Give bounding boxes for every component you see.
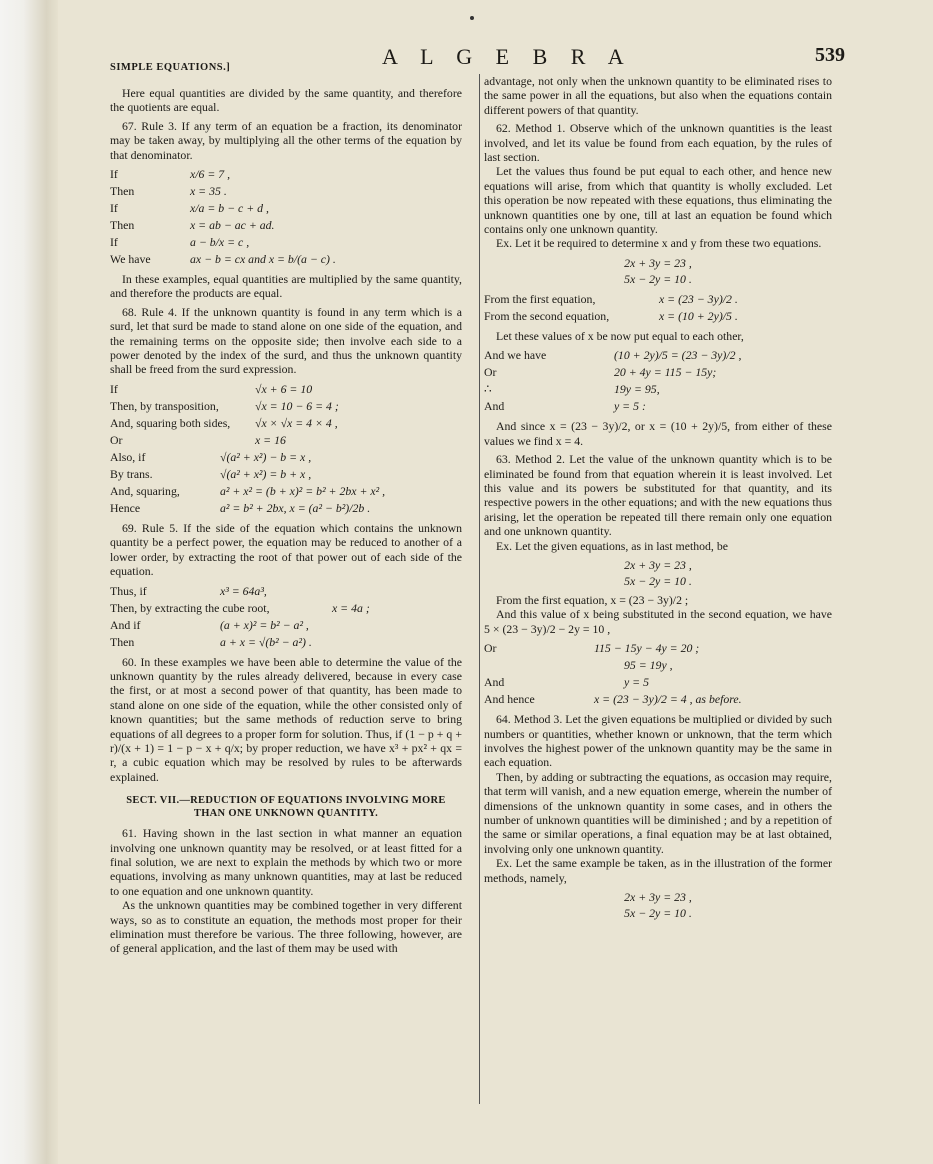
equation-row: [110, 200, 462, 217]
section-heading: SECT. VII.—REDUCTION OF EQUATIONS INVOLVING MORE THAN ONE UNKNOWN QUANTITY.: [126, 795, 446, 820]
paragraph: And since x = (23 − 3y)/2, or x = (10 + 2y)/5, from either of these values we find x = 4.: [484, 419, 832, 448]
equation: 95 = 19y ,: [624, 658, 673, 673]
paragraph-method-2: 63. Method 2. Let the value of the unknown quantity which is to be eliminated be found from that equation wherein it is least involved. Let this value and its powers be substituted for that quantity, and its respective powers in the other equations; and with the new equations thus arising, let the operation be repeated till there remain only one equation and one unknown quantity.: [484, 452, 832, 539]
equation-row: [484, 381, 832, 398]
equation-row: [484, 347, 832, 364]
row-label: If: [110, 167, 118, 182]
equation: 5x − 2y = 10 .: [624, 573, 692, 588]
row-label: From the second equation,: [484, 308, 610, 323]
row-label: ∴: [484, 382, 492, 397]
equation: a² = b² + 2bx, x = (a² − b²)/2b .: [220, 500, 371, 515]
equation-row: [110, 166, 462, 183]
equation-row: [110, 617, 462, 634]
equation-pair: [484, 255, 832, 287]
equation-row: [110, 432, 462, 449]
equation: 2x + 3y = 23 ,: [624, 255, 692, 270]
equation-row: [110, 234, 462, 251]
equation: x = 4a ;: [332, 600, 370, 615]
column-divider: [479, 74, 480, 1104]
equation-row: [484, 291, 832, 308]
paragraph: advantage, not only when the unknown quantity to be eliminated rises to the same power in all the equations, but also when the equations contain different powers of that quantity.: [484, 74, 832, 117]
paragraph-method-1: 62. Method 1. Observe which of the unknown quantities is the least involved, and let its value be found from each equation, by the rules of last section.: [484, 121, 832, 165]
equation-row: [484, 398, 832, 415]
book-title: A L G E B R A: [382, 44, 633, 69]
equation: √(a² + x²) = b + x ,: [220, 466, 312, 481]
right-column: [484, 74, 832, 925]
row-label: By trans.: [110, 466, 153, 481]
equation-row: [110, 398, 462, 415]
ink-dot: [470, 16, 474, 20]
example-block: [110, 583, 462, 651]
paragraph-method-3: 64. Method 3. Let the given equations be multiplied or divided by such numbers or quantities, whether known or unknown, that the term which involves the highest power of the unknown quantity may be the same in each equation.: [484, 712, 832, 770]
example-intro: Ex. Let the given equations, as in last method, be: [496, 538, 728, 553]
paragraph-rule-5: 69. Rule 5. If the side of the equation which contains the unknown quantity be a perfect power, the equation may be reduced to another of a lower order, by extracting the root of that power out of each side of the equation.: [110, 520, 462, 579]
equation-row: [110, 500, 462, 517]
row-label: We have: [110, 252, 151, 267]
row-label: Or: [484, 641, 497, 656]
paragraph-60: 60. In these examples we have been able to determine the value of the unknown quantity by the rules already delivered, because in every case the first, or at most a second power of that quantity, has been made to stand alone on one side of the equation, while the other consisted only of known quantities; but the same methods of reduction serve to bring equations of all degrees to a proper form for solution. Thus, if (1 − p + q + r)/(x + 1) = 1 − p − x + q/x; by proper reduction, we have x³ + px² + qx = r, a cubic equation which may be resolved by rules to be afterwards explained.: [110, 654, 462, 784]
row-label: And, squaring,: [110, 483, 180, 498]
equation-row: [110, 381, 462, 398]
example-block: [110, 166, 462, 268]
equation: 19y = 95,: [614, 382, 660, 397]
equation-row: [110, 251, 462, 268]
page-number: 539: [815, 44, 845, 66]
paragraph-rule-4: 68. Rule 4. If the unknown quantity is found in any term which is a surd, let that surd be made to stand alone on one side of the equation, and the remaining terms on the opposite side; then involve each side to a power denoted by the index of the surd, and thus the unknown quantity shall be freed from the surd expression.: [110, 304, 462, 377]
example-block: [110, 381, 462, 517]
equation-row: [110, 466, 462, 483]
equation: y = 5 :: [614, 399, 646, 414]
paragraph: Then, by adding or subtracting the equations, as occasion may require, that term will vanish, and a new equation emerge, wherein the number of dimensions of the unknown quantity in some cases, and in others the number of unknown quantities will be diminished ; and by a repetition of the same or similar operations, a final equation may be at last obtained, involving only one unknown quantity.: [484, 769, 832, 856]
equation: a² + x² = (b + x)² = b² + 2bx + x² ,: [220, 483, 386, 498]
example-block: [484, 291, 832, 325]
page-binding-edge: [0, 0, 58, 1164]
equation-row: [484, 308, 832, 325]
equation: x = 35 .: [190, 184, 227, 199]
row-label: If: [110, 201, 118, 216]
equation: √x = 10 − 6 = 4 ;: [255, 398, 339, 413]
example-intro: Ex. Let the same example be taken, as in the illustration of the former methods, namely,: [484, 856, 832, 885]
equation-pair: [484, 889, 832, 921]
paragraph: And this value of x being substituted in the second equation, we have 5 × (23 − 3y)/2 − 2y = 10 ,: [484, 607, 832, 636]
row-label: Also, if: [110, 449, 146, 464]
equation-row: [110, 217, 462, 234]
equation: x = (23 − 3y)/2 .: [659, 291, 738, 306]
equation: x/6 = 7 ,: [190, 167, 231, 182]
equation: 2x + 3y = 23 ,: [624, 890, 692, 905]
row-label: Then: [110, 218, 135, 233]
equation-pair: [484, 557, 832, 589]
equation-row: [484, 691, 832, 708]
equation-row: [110, 483, 462, 500]
equation-row: [484, 640, 832, 657]
equation: (10 + 2y)/5 = (23 − 3y)/2 ,: [614, 348, 742, 363]
equation-row: [110, 600, 462, 617]
left-column: [110, 86, 462, 956]
equation: √x × √x = 4 × 4 ,: [255, 415, 338, 430]
row-label: And hence: [484, 692, 535, 707]
example-block: [484, 640, 832, 708]
row-label: And, squaring both sides,: [110, 415, 231, 430]
running-head: SIMPLE EQUATIONS.]: [110, 62, 231, 73]
equation: a − b/x = c ,: [190, 235, 250, 250]
equation: (a + x)² = b² − a² ,: [220, 617, 309, 632]
equation-row: [484, 364, 832, 381]
row-label: Then: [110, 634, 135, 649]
equation: √x + 6 = 10: [255, 381, 313, 396]
row-label: From the first equation,: [484, 291, 596, 306]
equation-row: [110, 415, 462, 432]
row-label: And we have: [484, 348, 547, 363]
row-label: Then, by transposition,: [110, 398, 219, 413]
equation: x/a = b − c + d ,: [190, 201, 269, 216]
equation-row: [110, 634, 462, 651]
equation: 5x − 2y = 10 .: [624, 271, 692, 286]
row-label: If: [110, 235, 118, 250]
equation: 20 + 4y = 115 − 15y;: [614, 365, 717, 380]
paragraph-rule-3: 67. Rule 3. If any term of an equation be a fraction, its denominator may be taken away, by multiplying all the other terms of the equation by that denominator.: [110, 118, 462, 162]
equation: ax − b = cx and x = b/(a − c) .: [190, 252, 336, 267]
equation: x = ab − ac + ad.: [190, 218, 275, 233]
equation: 115 − 15y − 4y = 20 ;: [594, 641, 700, 656]
equation: √(a² + x²) − b = x ,: [220, 449, 312, 464]
row-label: If: [110, 381, 118, 396]
equation: 2x + 3y = 23 ,: [624, 557, 692, 572]
row-label: Or: [484, 365, 497, 380]
row-label: And: [484, 399, 505, 414]
equation: x³ = 64a³,: [220, 583, 267, 598]
equation-row: [110, 449, 462, 466]
example-intro: Ex. Let it be required to determine x and y from these two equations.: [496, 236, 822, 251]
equation-row: [484, 657, 832, 674]
equation-row: [484, 674, 832, 691]
row-label: Then, by extracting the cube root,: [110, 600, 270, 615]
equation: x = 16: [255, 432, 286, 447]
equation: a + x = √(b² − a²) .: [220, 634, 312, 649]
paragraph: In these examples, equal quantities are multiplied by the same quantity, and therefore the products are equal.: [110, 272, 462, 301]
paragraph-61: 61. Having shown in the last section in what manner an equation involving one unknown quantity may be resolved, or at least fitted for a final solution, we are next to explain the methods by which two or more equations, involving as many unknown quantities, may at last be reduced to one equation and one unknown quantity.: [110, 826, 462, 898]
row-label: Or: [110, 432, 123, 447]
paragraph: Here equal quantities are divided by the same quantity, and therefore the quotients are equal.: [110, 86, 462, 115]
row-label: [484, 657, 624, 674]
equation-row: [110, 183, 462, 200]
paragraph: Let these values of x be now put equal to each other,: [496, 328, 744, 343]
row-label: And if: [110, 617, 141, 632]
equation: 5x − 2y = 10 .: [624, 906, 692, 921]
paragraph: As the unknown quantities may be combined together in very different ways, so as to constitute an equation, the methods most proper for their elimination must therefore be various. The three following, however, are of general application, and the last of them may be used with: [110, 898, 462, 956]
equation: y = 5: [624, 675, 649, 690]
row-label: And: [484, 675, 505, 690]
equation-row: [110, 583, 462, 600]
equation: x = (23 − 3y)/2 = 4 , as before.: [594, 692, 742, 707]
row-label: Thus, if: [110, 583, 147, 598]
paragraph: From the first equation, x = (23 − 3y)/2 ;: [496, 592, 689, 607]
equation: x = (10 + 2y)/5 .: [659, 308, 738, 323]
paragraph: Let the values thus found be put equal to each other, and hence new equations will arise, from which that quantity is wholly excluded. Let this operation be now repeated with these equations, thus eliminating the unknown quantities one by one, till at last an equation be found which contains only one unknown quantity.: [484, 164, 832, 237]
row-label: Then: [110, 184, 135, 199]
row-label: Hence: [110, 500, 141, 515]
example-block: [484, 347, 832, 415]
